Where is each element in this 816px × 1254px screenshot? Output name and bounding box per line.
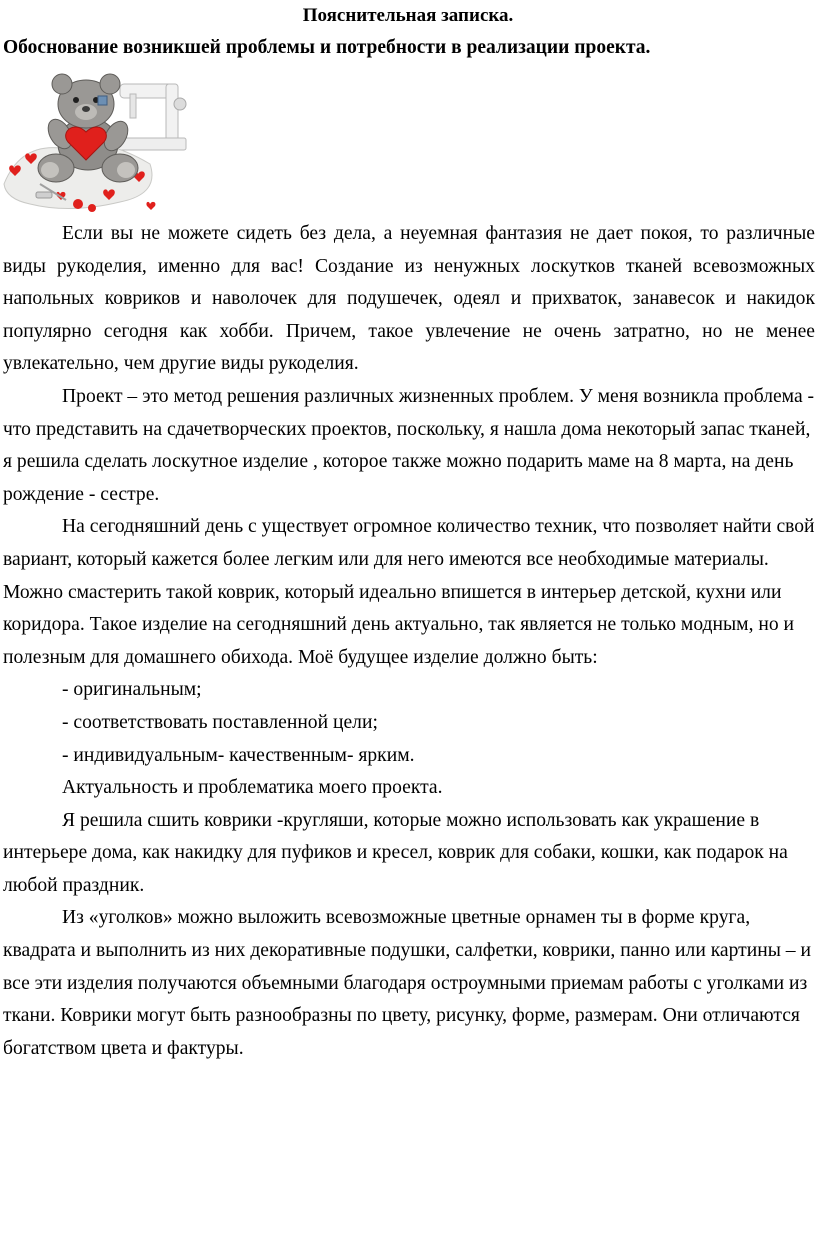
document-subtitle: Обоснование возникшей проблемы и потребности в реализации проекта. <box>3 37 651 58</box>
paragraph-corners-technique: Из «уголков» можно выложить всевозможные цветные орнамен ты в форме круга, квадрата и выполнить из них декоративные подушки, салфетки, коврики, панно или картины – и все эти изделия получаются объемными благодаря остроумными приемам работы с уголками из ткани. Коврики могут быть разнообразны по цвету, рисунку, форме, размерам. Они отличаются богатством цвета и фактуры. <box>3 907 811 1059</box>
paragraph-techniques: На сегодняшний день с уществует огромное количество техник, что позволяет найти свой вариант, который кажется более легким или для него имеются все необходимые материалы. Можно смастерить такой коврик, который идеально впишется в интерьер детской, кухни или коридора. Такое изделие на сегодняшний день актуально, так является не только модным, но и полезным для домашнего обихода. Моё будущее изделие должно быть: <box>3 516 815 668</box>
paragraph-intro-hobby: Если вы не можете сидеть без дела, а неуемная фантазия не дает покоя, то различные виды рукоделия, именно для вас! Создание из ненужных лоскутков тканей всевозможных напольных ковриков и наволочек для подушечек, одеял и прихваток, занавесок и накидок популярно сегодня как хобби. Причем, такое увлечение не очень затратно, но не менее увлекательно, чем другие виды рукоделия. <box>3 223 815 375</box>
teddy-bear-sewing-icon <box>0 64 190 214</box>
paragraph-rugs-idea: Я решила сшить коврики -кругляши, которые можно использовать как украшение в интерьере дома, как накидку для пуфиков и кресел, коврик для собаки, кошки, как подарок на любой праздник. <box>3 809 788 896</box>
list-item: - индивидуальным- качественным- ярким. <box>62 744 415 766</box>
sewing-machine-icon <box>116 84 186 150</box>
list-item: - соответствовать поставленной цели; <box>62 711 378 733</box>
paragraph-project-problem: Проект – это метод решения различных жизненных проблем. У меня возникла проблема - что представить на сдачетворческих проектов, поскольку, я нашла дома некоторый запас тканей, я решила сделать лоскутное изделие , которое также можно подарить маме на 8 марта, на день рождение - сестре. <box>3 385 815 505</box>
section-heading-relevance: Актуальность и проблематика моего проекта. <box>62 777 443 799</box>
document-body <box>3 218 815 1065</box>
document-title: Пояснительная записка. <box>302 5 514 26</box>
list-item: - оригинальным; <box>62 679 202 701</box>
